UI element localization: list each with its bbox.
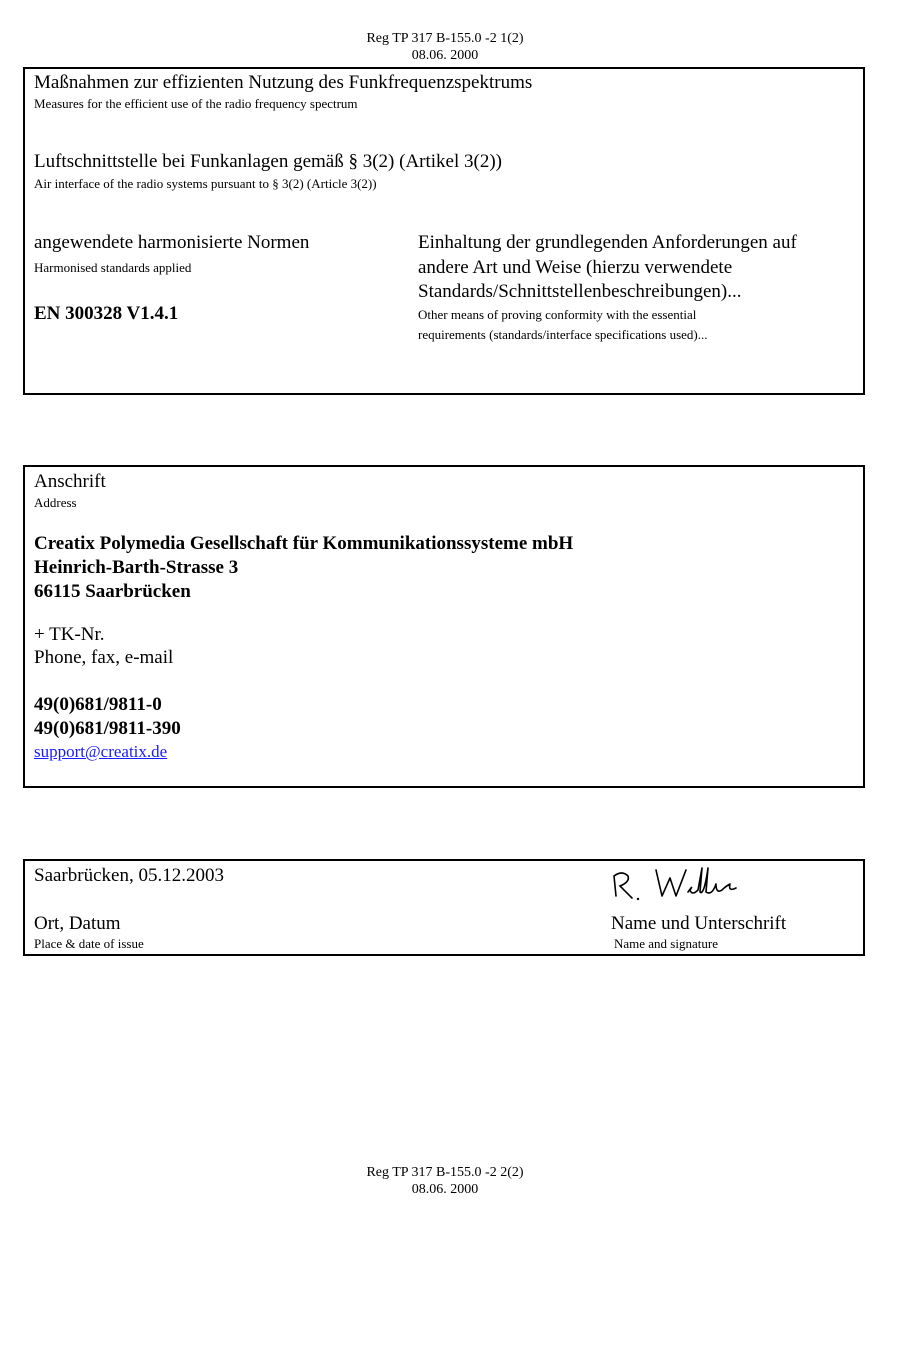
standard-value: EN 300328 V1.4.1 xyxy=(34,303,179,324)
name-label-de: Name und Unterschrift xyxy=(611,913,787,934)
address-label-en: Address xyxy=(34,495,77,510)
address-label-de: Anschrift xyxy=(34,471,106,492)
other-means-en-line1: Other means of proving conformity with the essential xyxy=(418,307,697,322)
place-date-value: Saarbrücken, 05.12.2003 xyxy=(34,865,224,886)
other-means-en-line2: requirements (standards/interface specifications used)... xyxy=(418,327,708,342)
place-date-label-de: Ort, Datum xyxy=(34,913,121,934)
spectrum-section xyxy=(23,67,865,395)
phone-number: 49(0)681/9811-0 xyxy=(34,694,162,715)
street-address: Heinrich-Barth-Strasse 3 xyxy=(34,557,239,578)
place-date-label-en: Place & date of issue xyxy=(34,936,144,951)
email-link[interactable]: support@creatix.de xyxy=(34,742,168,761)
air-interface-de: Luftschnittstelle bei Funkanlagen gemäß § 3(2) (Artikel 3(2)) xyxy=(34,151,503,172)
other-means-de-line1: Einhaltung der grundlegenden Anforderungen auf xyxy=(418,232,797,253)
standards-label-en: Harmonised standards applied xyxy=(34,260,192,275)
handwritten-signature xyxy=(608,862,758,908)
document-reference-page2: Reg TP 317 B-155.0 -2 2(2) xyxy=(366,1165,524,1180)
document-date: 08.06. 2000 xyxy=(411,48,479,63)
other-means-de-line3: Standards/Schnittstellenbeschreibungen)... xyxy=(418,281,742,302)
contact-label: Phone, fax, e-mail xyxy=(34,647,174,668)
page-header xyxy=(0,30,890,64)
name-label-en: Name and signature xyxy=(614,936,718,951)
tk-label: + TK-Nr. xyxy=(34,624,105,645)
city-address: 66115 Saarbrücken xyxy=(34,581,191,602)
fax-number: 49(0)681/9811-390 xyxy=(34,718,181,739)
other-means-de-line2: andere Art und Weise (hierzu verwendete xyxy=(418,257,733,278)
standards-label-de: angewendete harmonisierte Normen xyxy=(34,232,310,253)
spectrum-title-de: Maßnahmen zur effizienten Nutzung des Funkfrequenzspektrums xyxy=(34,72,533,93)
page2-header xyxy=(0,1164,890,1198)
document-reference: Reg TP 317 B-155.0 -2 1(2) xyxy=(366,31,524,46)
air-interface-en: Air interface of the radio systems pursuant to § 3(2) (Article 3(2)) xyxy=(34,176,377,191)
spectrum-title-en: Measures for the efficient use of the radio frequency spectrum xyxy=(34,96,358,111)
company-name: Creatix Polymedia Gesellschaft für Kommunikationssysteme mbH xyxy=(34,533,574,554)
document-date-page2: 08.06. 2000 xyxy=(411,1182,479,1197)
